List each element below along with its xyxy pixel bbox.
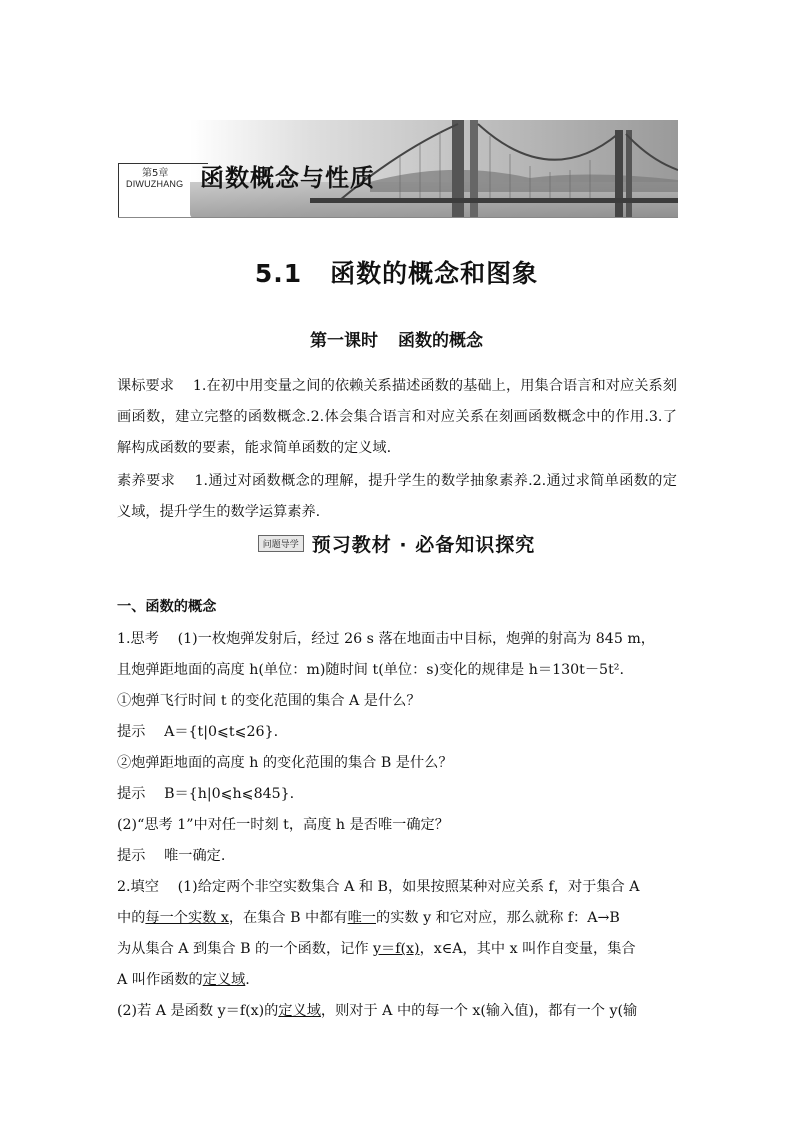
text-line: ①炮弹飞行时间 t 的变化范围的集合 A 是什么？ (117, 693, 421, 709)
blank-answer: 定义域 (202, 972, 246, 988)
text-span: A 叫作函数的 (117, 972, 203, 988)
guide-tag: 问题导学 (258, 535, 304, 552)
text-line (117, 1000, 682, 1020)
text-span: ，x∈A，其中 x 叫作自变量，集合 (419, 941, 636, 957)
chapter-pinyin: DIWUZHANG (126, 179, 184, 189)
section-number: 5.1 (254, 259, 303, 288)
text-line: 1.思考 (1)一枚炮弹发射后，经过 26 s 落在地面击中目标，炮弹的射高为 845 m， (117, 631, 655, 647)
text-span: ，在集合 B 中都有 (228, 910, 348, 926)
chapter-title: 函数概念与性质 (200, 164, 375, 192)
text-span: . (245, 972, 250, 988)
blank-answer: y＝f(x) (373, 941, 420, 957)
text-line: 提示 B＝{h|0⩽h⩽845}. (117, 786, 295, 802)
literacy-requirements: 素养要求 1.通过对函数概念的理解，提升学生的数学抽象素养.2.通过求简单函数的定义域，提升学生的数学运算素养. (117, 473, 677, 520)
guide-title: 预习教材 · 必备知识探究 (311, 534, 536, 556)
section-title-text: 函数的概念和图象 (330, 259, 539, 288)
blank-answer: 定义域 (278, 1003, 321, 1019)
text-span: 的实数 y 和它对应，那么就称 f：A→B (376, 910, 620, 926)
text-span: 为从集合 A 到集合 B 的一个函数，记作 (117, 941, 374, 957)
text-line: ②炮弹距地面的高度 h 的变化范围的集合 B 是什么？ (117, 755, 453, 771)
text-span: (2)若 A 是函数 y＝f(x)的 (117, 1003, 279, 1019)
text-line: 2.填空 (1)给定两个非空实数集合 A 和 B，如果按照某种对应关系 f，对于集合 A (117, 879, 640, 895)
subsection-title-text: 函数的概念 (398, 331, 483, 351)
banner-bottom-rule (118, 217, 678, 218)
text-line (117, 969, 682, 989)
subsection-title (0, 326, 793, 351)
text-line: 且炮弹距地面的高度 h(单位：m)随时间 t(单位：s)变化的规律是 h＝130t－5t². (117, 662, 624, 678)
chapter-banner (118, 120, 678, 218)
blank-answer: 唯一 (347, 910, 376, 926)
text-line: 提示 唯一确定. (117, 848, 226, 864)
text-line (117, 938, 682, 958)
section-title (0, 254, 793, 290)
lesson-label: 第一课时 (310, 331, 378, 351)
guide-header (0, 530, 793, 560)
text-span: 中的 (117, 910, 146, 926)
blank-answer: 每一个实数 x (145, 910, 229, 926)
banner-divider-vertical (118, 163, 119, 218)
text-line: 提示 A＝{t|0⩽t⩽26}. (117, 724, 279, 740)
chapter-number: 第5章 (142, 168, 169, 179)
text-line: (2)“思考 1”中对任一时刻 t，高度 h 是否唯一确定？ (117, 817, 449, 833)
text-line (117, 907, 682, 927)
text-span: ，则对于 A 中的每一个 x(输入值)，都有一个 y(输 (320, 1003, 638, 1019)
curriculum-requirements: 课标要求 1.在初中用变量之间的依赖关系描述函数的基础上，用集合语言和对应关系刻画函数，建立完整的函数概念.2.体会集合语言和对应关系在刻画函数概念中的作用.3.了解构成函数的要素，能求简单函数的定义域. (117, 378, 677, 456)
heading-function-concept: 一、函数的概念 (117, 599, 217, 615)
